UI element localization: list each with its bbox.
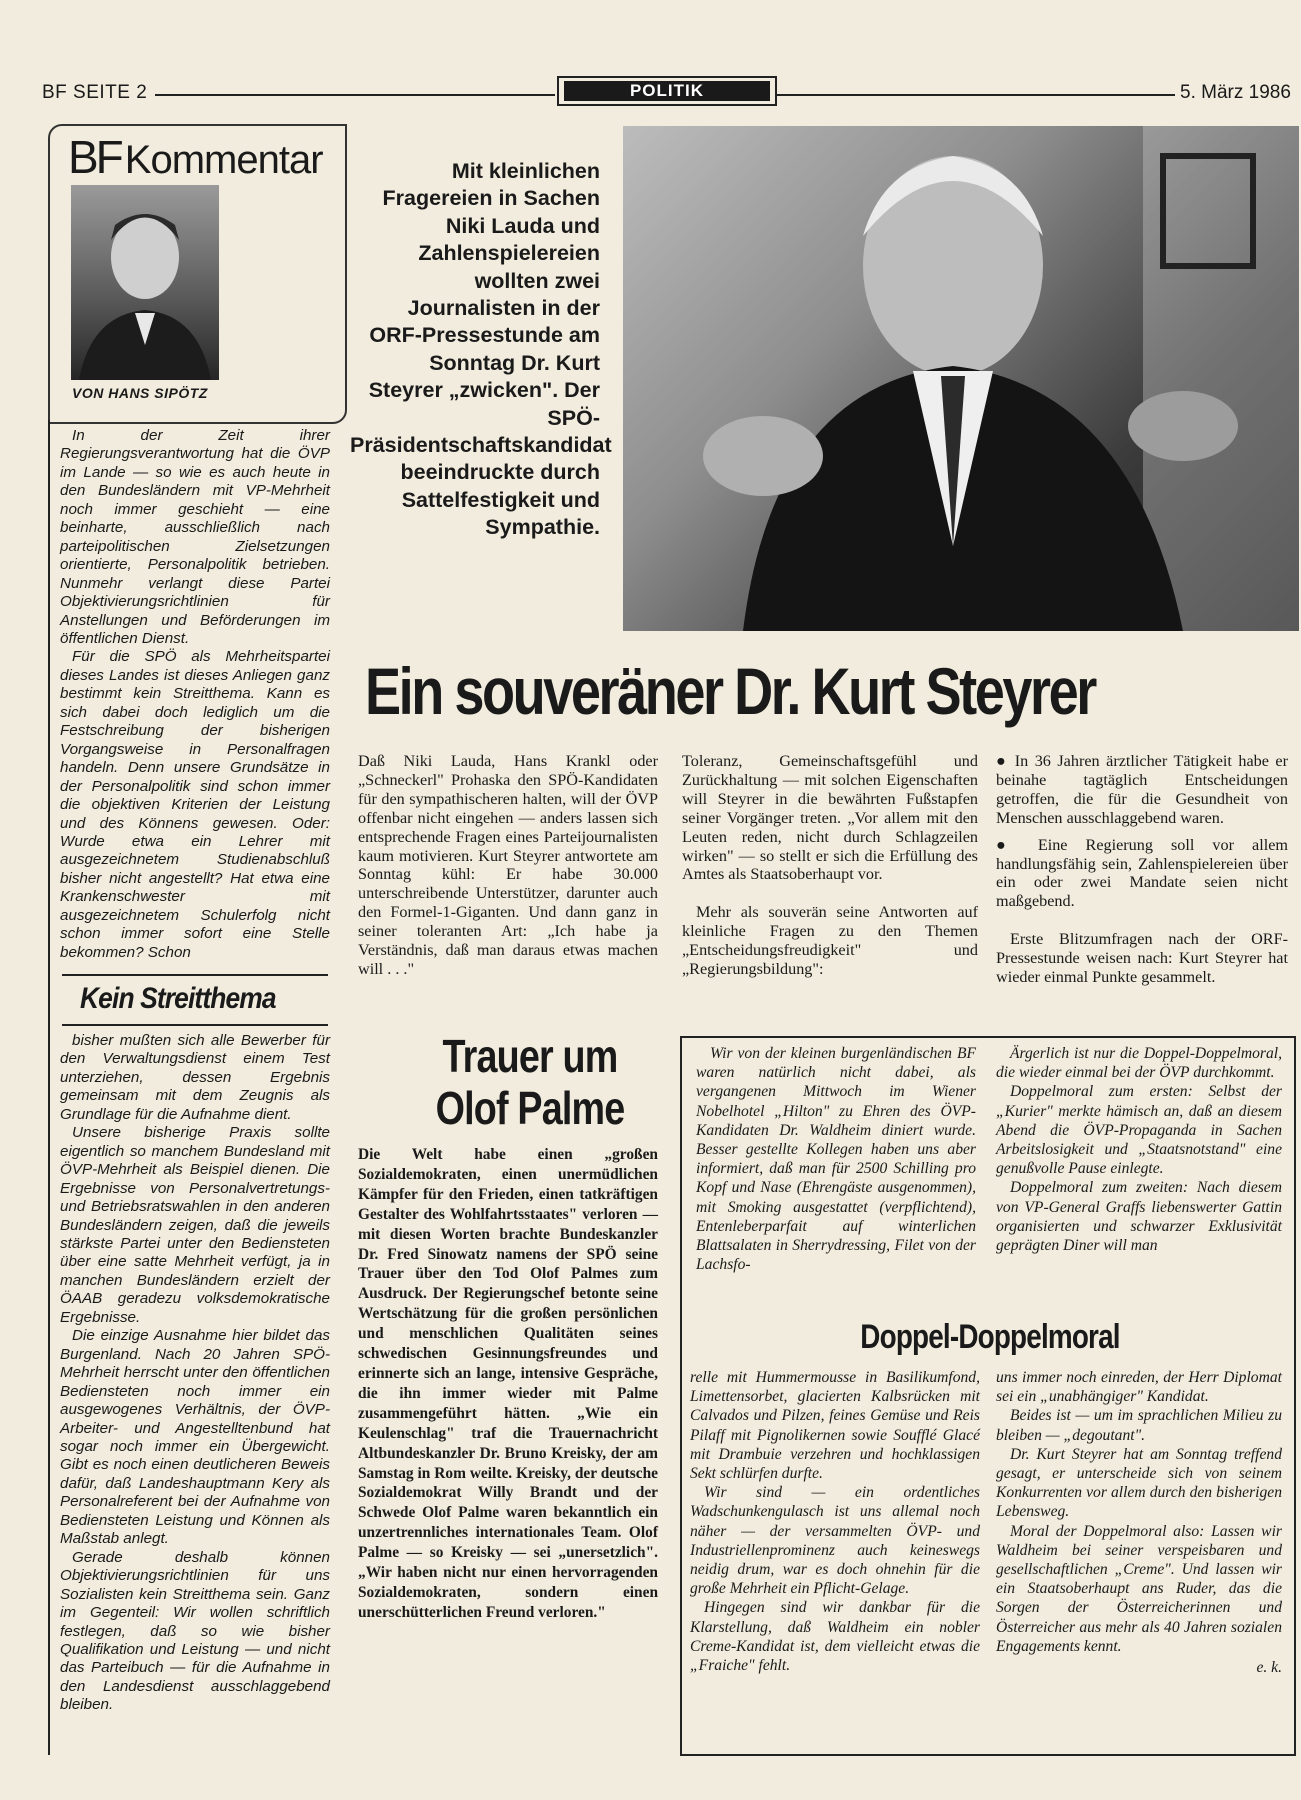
- article-paragraph: Erste Blitzumfragen nach der ORF-Pressestunde weisen nach: Kurt Steyrer hat wieder einmal Punkte gesammelt.: [996, 930, 1288, 987]
- doppel-paragraph: Wir sind — ein ordentliches Wadschunkengulasch ist uns allemal noch näher — der versammelten ÖVP- und Industriellenprominenz auch keineswegs neidig drum, war es doch ohnehin für die große Mehrheit ein Pflicht-Gelage.: [690, 1484, 980, 1598]
- article-paragraph: Toleranz, Gemeinschaftsgefühl und Zurückhaltung — mit solchen Eigenschaften will Steyrer in die bewährten Fußstapfen seiner Vorgänger treten. „Vor allem mit den Leuten reden, nicht durch Schlagzeilen wirken" — so stellt er sich die Erfüllung des Amtes als Staatsoberhaupt vor.: [682, 752, 978, 884]
- doppel-headline: Doppel-Doppelmoral: [860, 1318, 1120, 1356]
- kommentar-text-2: [60, 1032, 330, 1715]
- doppel-signature: e. k.: [1256, 1659, 1282, 1677]
- kommentar-title: [68, 130, 323, 184]
- article-bullet: ● Eine Regierung soll vor allem handlungsfähig sein, Zahlenspielereien über ein oder zwei Mandate seien nicht maßgebend.: [996, 835, 1288, 911]
- doppel-paragraph: Dr. Kurt Steyrer hat am Sonntag treffend gesagt, er unterscheide sich von seinem Konkurrenten vor allem durch den bisherigen Lebensweg.: [996, 1445, 1282, 1521]
- header-rule-right: [775, 94, 1175, 96]
- doppel-paragraph: Wir von der kleinen burgenländischen BF waren natürlich nicht dabei, als vergangenen Mittwoch im Wiener Nobelhotel „Hilton" zu Ehren des ÖVP-Kandidaten Dr. Waldheim diniert wurde. Besser gestellte Kollegen haben uns aber informiert, daß man für 2500 Schilling pro Kopf und Nase (Ehrengäste ausgenommen), mit Smoking ausgestattet (verpflichtend), Entenleberparfait auf winterlichen Blattsalaten in Sherrydressing, Filet von der Lachsfo-: [696, 1045, 976, 1274]
- subhead-rule-top: [62, 974, 328, 976]
- article-teaser: Mit kleinlichen Fragereien in Sachen Niki Lauda und Zahlenspielereien wollten zwei Journalisten in der ORF-Pressestunde am Sonntag Dr. Kurt Steyrer „zwicken". Der SPÖ-Präsidentschaftskandidat beeindruckte durch Sattelfestigkeit und Sympathie.: [350, 159, 612, 540]
- kommentar-title-rest: Kommentar: [124, 138, 323, 182]
- kommentar-text-1: [60, 427, 330, 962]
- main-headline: Ein souveräner Dr. Kurt Steyrer: [365, 654, 1095, 728]
- section-label: POLITIK: [564, 81, 770, 101]
- page-number: BF SEITE 2: [42, 82, 148, 103]
- doppel-paragraph: uns immer noch einreden, der Herr Diplomat sei ein „unabhängiger" Kandidat.: [996, 1369, 1282, 1406]
- article-column-1: [358, 752, 658, 979]
- main-photo: [623, 126, 1299, 631]
- issue-date: 5. März 1986: [1180, 82, 1291, 103]
- kommentar-paragraph: Die einzige Ausnahme hier bildet das Burgenland. Nach 20 Jahren SPÖ-Mehrheit herrscht unter den öffentlichen Bediensteten noch immer ein ausgewogenes Verhältnis, der ÖVP-Arbeiter- und Angestelltenbund hat sogar noch immer ein Übergewicht. Gibt es noch einen deutlicheren Beweis dafür, daß Landeshauptmann Kery als Personalreferent bei der Aufnahme von Bediensteten Leistung und Können als Maßstab anlegt.: [60, 1327, 330, 1548]
- portrait-icon: [71, 185, 219, 380]
- article-column-3: [996, 752, 1288, 987]
- doppel-paragraph: relle mit Hummermousse in Basilikumfond, Limettensorbet, glacierten Kalbsrücken mit Calvados und Pilzen, feines Gemüse und Reis Pilaff mit Pignolikernen sowie Soufflé Glacé mit Drambuie verzehren und hochklassigen Sekt schlürfen durfte.: [690, 1369, 980, 1483]
- kommentar-paragraph: In der Zeit ihrer Regierungsverantwortung hat die ÖVP im Lande — so wie es auch heute in den Bundesländern mit VP-Mehrheit noch immer geschieht — eine beinharte, ausschließlich nach parteipolitischen Zielsetzungen orientierte, Personalpolitik betrieben. Nunmehr verlangt diese Partei Objektivierungsrichtlinien für Anstellungen und Beförderungen im öffentlichen Dienst.: [60, 427, 330, 647]
- subhead-rule-bottom: [62, 1024, 328, 1026]
- section-label-box: [557, 76, 777, 106]
- doppel-bottom-left: [690, 1368, 980, 1675]
- kommentar-paragraph: Für die SPÖ als Mehrheitspartei dieses Landes ist dieses Anliegen ganz bestimmt kein Streitthema. Kann es sich dabei doch lediglich um die Festschreibung der bisherigen Vorgangsweise in Personalfragen handeln. Denn unsere Grundsätze in der Personalpolitik sind schon immer die objektiven Kriterien der Leistung und des Könnens gewesen. Oder: Wurde etwa ein Lehrer mit ausgezeichnetem Studienabschluß bisher nicht angestellt? Hat etwa eine Krankenschwester mit ausgezeichnetem Schulerfolg nicht schon immer sofort eine Stelle bekommen? Schon: [60, 648, 330, 961]
- doppel-paragraph: Ärgerlich ist nur die Doppel-Doppelmoral, die wieder einmal bei der ÖVP durchkommt.: [996, 1045, 1282, 1082]
- left-column-rule: [48, 420, 50, 1755]
- article-paragraph: Mehr als souverän seine Antworten auf kleinliche Fragen zu den Themen „Entscheidungsfreudigkeit" und „Regierungsbildung":: [682, 903, 978, 979]
- kommentar-paragraph: Unsere bisherige Praxis sollte eigentlich so manchem Bundesland mit ÖVP-Mehrheit als Beispiel dienen. Die Ergebnisse von Personalvertretungs- und Betriebsratswahlen in den anderen Bundesländern zeigen, daß die jeweils stärkste Partei unter den Bediensteten über eine satte Mehrheit verfügt, ja in manchen Bundesländern erzielt der ÖAAB geradezu volksdemokratische Ergebnisse.: [60, 1124, 330, 1326]
- trauer-body: Die Welt habe einen „großen Sozialdemokraten, einen unermüdlichen Kämpfer für den Frieden, einen tatkräftigen Gestalter des Wohlfahrtsstaates" verloren — mit diesen Worten brachte Bundeskanzler Dr. Fred Sinowatz namens der SPÖ seine Trauer über den Tod Olof Palmes zum Ausdruck. Der Regierungschef betonte seine Wertschätzung für die großen persönlichen und menschlichen Qualitäten seines schwedischen Gesinnungsfreundes und erinnerte sich an lange, intensive Gespräche, die ihn immer wieder mit Palme zusammengeführt hätten. „Wie ein Keulenschlag" traf die Trauernachricht Altbundeskanzler Dr. Bruno Kreisky, der am Samstag in Rom weilte. Kreisky, der deutsche Sozialdemokrat Willy Brandt und der Schwede Olof Palme waren bekanntlich ein unzertrennliches internationales Team. Olof Palme — so Kreisky — sei „unersetzlich". „Wir haben nicht nur einen hervorragenden Sozialdemokraten, sondern einen unerschütterlichen Freund verloren.": [358, 1146, 658, 1621]
- article-paragraph: Daß Niki Lauda, Hans Krankl oder „Schneckerl" Prohaska den SPÖ-Kandidaten für den sympathischeren halten, will der ÖVP offenbar nicht eingehen — anders lassen sich entsprechende Fragen eines Parteijournalisten kaum motivieren. Kurt Steyrer antwortete am Sonntag kühl: Er habe 30.000 unterschreibende Unterstützer, darunter auch den Formel-1-Giganten. Und dann ganz in seiner toleranten Art: „Ich habe ja Verständnis, daß man daraus etwas machen will . . .": [358, 752, 658, 978]
- doppel-paragraph: Beides ist — um im sprachlichen Milieu zu bleiben — „degoutant".: [996, 1407, 1282, 1444]
- kommentar-title-bf: BF: [68, 131, 121, 183]
- doppel-paragraph: Moral der Doppelmoral also: Lassen wir Waldheim bei seiner verspeisbaren und gesellschaftlichen „Creme". Und lassen wir ein Staatsoberhaupt ans Ruder, das die Sorgen der Österreicherinnen und Österreicher aus mehr als 40 Jahren sozialen Engagements kennt.: [996, 1522, 1282, 1655]
- trauer-headline: Trauer um Olof Palme: [435, 1030, 625, 1134]
- kommentar-subhead: Kein Streitthema: [80, 982, 276, 1015]
- article-column-2: [682, 752, 978, 979]
- doppel-paragraph: Doppelmoral zum zweiten: Nach diesem von VP-General Graffs liebenswerter Gattin organisierten und schwarzer Exklusivität geprägten Diner will man: [996, 1179, 1282, 1255]
- header-rule-left: [155, 94, 555, 96]
- author-portrait: [71, 185, 219, 380]
- doppel-bottom-right: [996, 1368, 1282, 1677]
- doppel-paragraph: Hingegen sind wir dankbar für die Klarstellung, daß Waldheim ein nobler Creme-Kandidat ist, dem vielleicht etwas die „Fraiche" fehlt.: [690, 1599, 980, 1675]
- kommentar-paragraph: bisher mußten sich alle Bewerber für den Verwaltungsdienst einem Test unterziehen, dessen Ergebnis gemeinsam mit dem Zeugnis als Grundlage für die Aufnahme dient.: [60, 1032, 330, 1123]
- steyrer-photo-icon: [623, 126, 1299, 631]
- doppel-paragraph: Doppelmoral zum ersten: Selbst der „Kurier" merkte hämisch an, daß an diesem Abend die ÖVP-Propaganda in Sachen Arbeitslosigkeit und „Staatsnotstand" eine genußvolle Pause einlegte.: [996, 1083, 1282, 1178]
- doppel-top-right: [996, 1044, 1282, 1255]
- kommentar-byline: VON HANS SIPÖTZ: [72, 385, 208, 401]
- kommentar-paragraph: Gerade deshalb können Objektivierungsrichtlinien für uns Sozialisten kein Streitthema sein. Ganz im Gegenteil: Wir wollen schriftlich festlegen, daß so wie bisher Qualifikation und Leistung — und nicht das Parteibuch — für die Aufnahme in den Landesdienst ausschlaggebend bleiben.: [60, 1548, 330, 1714]
- article-bullet: ● In 36 Jahren ärztlicher Tätigkeit habe er beinahe tagtäglich Entscheidungen getroffen, die für die Gesundheit von Menschen ausschlaggebend waren.: [996, 752, 1288, 827]
- doppel-top-left: [696, 1044, 976, 1274]
